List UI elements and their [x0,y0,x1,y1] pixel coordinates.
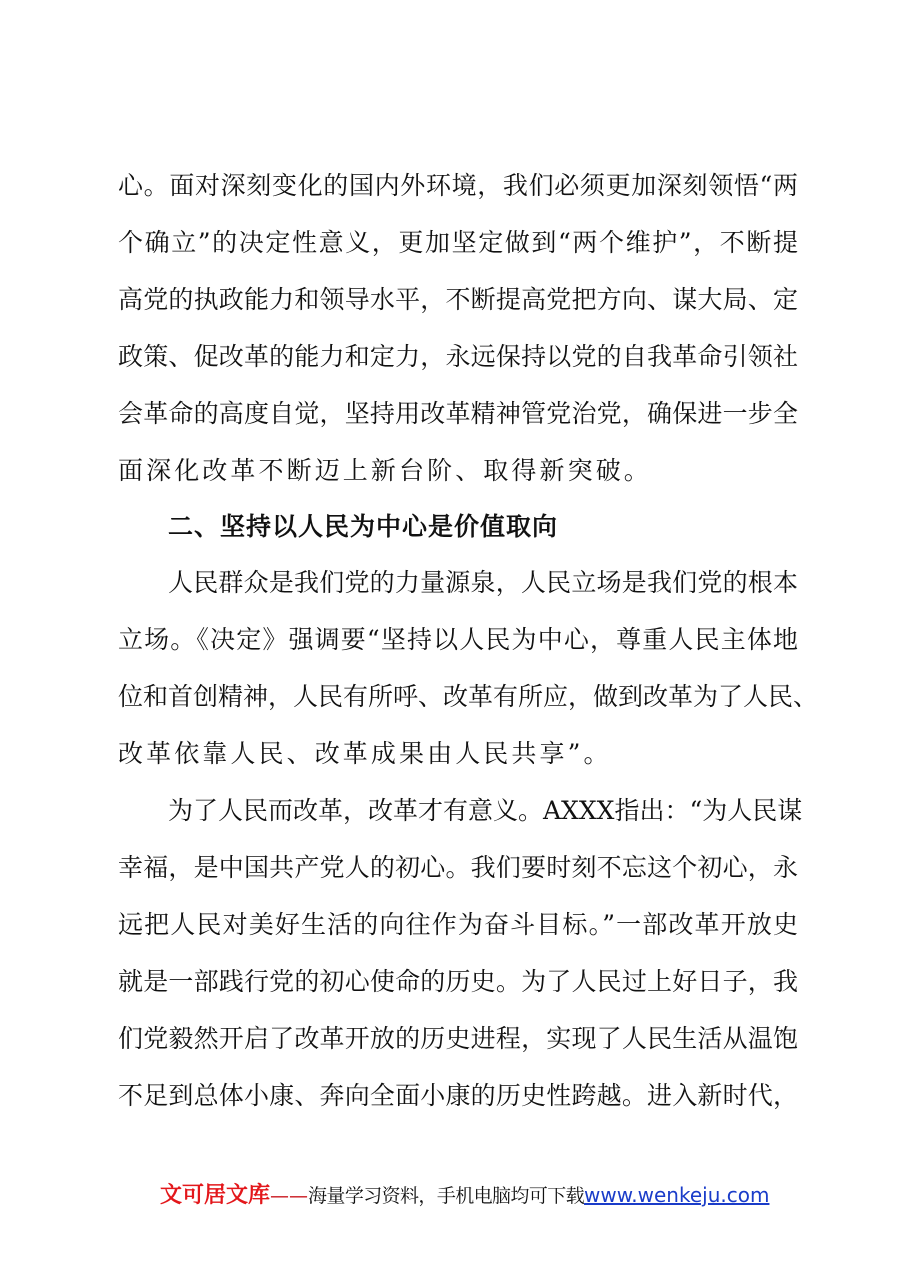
paragraph-line: 们党毅然开启了改革开放的历史进程，实现了人民生活从温饱 [118,1024,798,1053]
footer-watermark [160,1181,769,1210]
paragraph-line: 不足到总体小康、奔向全面小康的历史性跨越。进入新时代， [118,1081,798,1110]
paragraph-line: 高党的执政能力和领导水平，不断提高党把方向、谋大局、定 [118,285,798,314]
paragraph-line: 面深化改革不断迈上新台阶、取得新突破。 [118,456,652,485]
footer-website-link[interactable]: www.wenkeju.com [584,1183,770,1207]
footer-separator: —— [270,1185,309,1207]
paragraph-line: 立场。《决定》强调要“坚持以人民为中心，尊重人民主体地 [118,625,798,654]
paragraph-line: 会革命的高度自觉，坚持用改革精神管党治党，确保进一步全 [118,399,798,428]
paragraph-line: 为了人民而改革，改革才有意义。AXXX指出：“为人民谋 [168,796,803,825]
paragraph-line: 就是一部践行党的初心使命的历史。为了人民过上好日子，我 [118,967,798,996]
paragraph-line: 心。面对深刻变化的国内外环境，我们必须更加深刻领悟“两 [118,171,798,200]
paragraph-line: 人民群众是我们党的力量源泉，人民立场是我们党的根本 [168,568,798,597]
paragraph-line: 位和首创精神，人民有所呼、改革有所应，做到改革为了人民、 [118,682,819,711]
paragraph-line: 政策、促改革的能力和定力，永远保持以党的自我革命引领社 [118,342,798,371]
paragraph-line: 远把人民对美好生活的向往作为奋斗目标。”一部改革开放史 [118,910,798,939]
paragraph-line: 幸福，是中国共产党人的初心。我们要时刻不忘这个初心，永 [118,853,798,882]
footer-brand: 文可居文库 [160,1183,271,1208]
footer-tagline: 海量学习资料，手机电脑均可下载 [308,1185,585,1207]
paragraph-line: 个确立”的决定性意义，更加坚定做到“两个维护”，不断提 [118,228,798,257]
paragraph-line: 改革依靠人民、改革成果由人民共享”。 [118,739,612,768]
section-heading: 二、坚持以人民为中心是价值取向 [168,512,559,541]
